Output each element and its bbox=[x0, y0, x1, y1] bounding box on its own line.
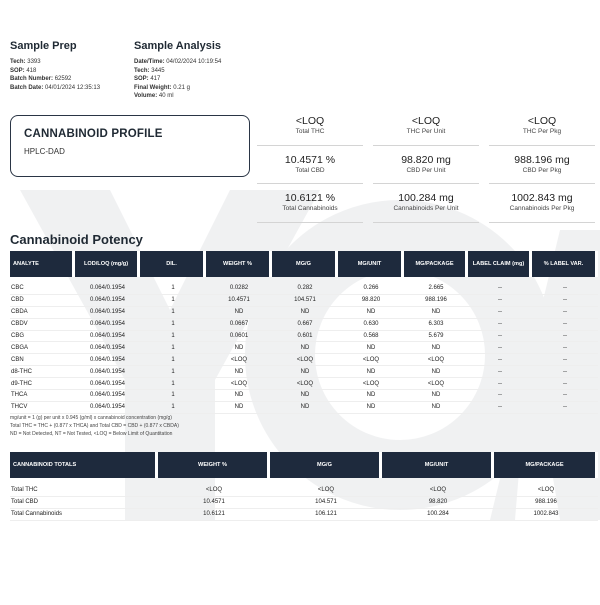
profile-method: HPLC-DAD bbox=[24, 147, 65, 156]
table-cell: CBD bbox=[10, 295, 75, 307]
prep-field: Tech: 3393 bbox=[10, 59, 41, 65]
table-cell: ND bbox=[272, 390, 338, 402]
table-cell: 1 bbox=[140, 354, 206, 366]
table-row bbox=[10, 390, 598, 402]
table-cell: <LOQ bbox=[338, 354, 404, 366]
analysis-field: Tech: 3445 bbox=[134, 67, 165, 74]
column-header: WEIGHT % bbox=[158, 452, 270, 478]
table-cell: -- bbox=[532, 342, 598, 354]
divider bbox=[373, 222, 479, 223]
table-row bbox=[10, 295, 598, 307]
table-cell: 6.303 bbox=[404, 319, 468, 331]
table-cell: 0.282 bbox=[272, 283, 338, 295]
table-row bbox=[10, 485, 598, 497]
table-cell: ND bbox=[404, 307, 468, 319]
table-cell: <LOQ bbox=[404, 354, 468, 366]
table-cell: -- bbox=[532, 331, 598, 343]
table-cell: ND bbox=[272, 307, 338, 319]
table-cell: 0.064/0.1954 bbox=[75, 402, 140, 414]
table-cell: THCV bbox=[10, 402, 75, 414]
note-line: Total THC = THC + (0.877 x THCA) and Total CBD = CBD + (0.877 x CBDA) bbox=[10, 423, 179, 429]
table-cell: ND bbox=[404, 390, 468, 402]
table-cell: 0.064/0.1954 bbox=[75, 331, 140, 343]
table-cell: THCA bbox=[10, 390, 75, 402]
note-line: ND = Not Detected, NT = Not Tested, <LOQ = Below Limit of Quantitation bbox=[10, 431, 173, 437]
table-cell: ND bbox=[206, 402, 272, 414]
summary-total-cbd: 10.4571 % Total CBD bbox=[284, 154, 336, 174]
table-notes bbox=[10, 414, 179, 438]
table-cell: -- bbox=[468, 283, 532, 295]
table-row bbox=[10, 342, 598, 354]
table-cell: 100.284 bbox=[382, 509, 494, 521]
table-cell: <LOQ bbox=[270, 485, 382, 497]
table-cell: -- bbox=[532, 283, 598, 295]
table-cell: -- bbox=[468, 378, 532, 390]
potency-title: Cannabinoid Potency bbox=[10, 232, 143, 247]
note-line: mg/unit = 1 (g) per unit x 0.945 (g/ml) x cannabinoid concentration (mg/g) bbox=[10, 415, 172, 421]
divider bbox=[257, 222, 363, 223]
table-cell: -- bbox=[532, 366, 598, 378]
table-cell: 2.665 bbox=[404, 283, 468, 295]
table-cell: CBDV bbox=[10, 319, 75, 331]
table-cell: 1 bbox=[140, 342, 206, 354]
table-cell: 0.064/0.1954 bbox=[75, 366, 140, 378]
summary-cannabinoids-per-unit: 100.284 mg Cannabinoids Per Unit bbox=[393, 192, 459, 212]
table-cell: -- bbox=[532, 402, 598, 414]
table-cell: ND bbox=[206, 307, 272, 319]
column-header: LABEL CLAIM (mg) bbox=[468, 251, 532, 277]
table-cell: CBG bbox=[10, 331, 75, 343]
divider bbox=[489, 222, 595, 223]
table-cell: -- bbox=[532, 378, 598, 390]
table-cell: 0.064/0.1954 bbox=[75, 283, 140, 295]
summary-cannabinoids-per-pkg: 1002.843 mg Cannabinoids Per Pkg bbox=[509, 192, 575, 212]
column-header: DIL. bbox=[140, 251, 206, 277]
table-cell: ND bbox=[206, 342, 272, 354]
table-cell: 10.4571 bbox=[158, 497, 270, 509]
summary-thc-per-pkg: <LOQ THC Per Pkg bbox=[522, 115, 562, 135]
summary-cbd-per-unit: 98.820 mg CBD Per Unit bbox=[401, 154, 451, 174]
table-cell: -- bbox=[468, 295, 532, 307]
table-cell: <LOQ bbox=[404, 378, 468, 390]
table-cell: CBN bbox=[10, 354, 75, 366]
table-cell: 0.0667 bbox=[206, 319, 272, 331]
table-row bbox=[10, 497, 598, 509]
table-cell: <LOQ bbox=[206, 354, 272, 366]
table-cell: -- bbox=[468, 366, 532, 378]
table-cell: 98.820 bbox=[338, 295, 404, 307]
table-cell: 1 bbox=[140, 378, 206, 390]
potency-header-row bbox=[10, 251, 598, 277]
table-cell: Total Cannabinoids bbox=[10, 509, 158, 521]
prep-field: Batch Number: 62592 bbox=[10, 76, 72, 82]
table-cell: 0.064/0.1954 bbox=[75, 295, 140, 307]
table-cell: ND bbox=[338, 342, 404, 354]
prep-field: SOP: 418 bbox=[10, 67, 37, 74]
column-header: % LABEL VAR. bbox=[532, 251, 598, 277]
table-cell: <LOQ bbox=[272, 354, 338, 366]
sample-analysis-title: Sample Analysis bbox=[134, 40, 222, 52]
table-cell: 5.679 bbox=[404, 331, 468, 343]
table-cell: -- bbox=[468, 390, 532, 402]
table-cell: <LOQ bbox=[382, 485, 494, 497]
table-cell: -- bbox=[468, 402, 532, 414]
table-cell: -- bbox=[468, 319, 532, 331]
table-cell: Total CBD bbox=[10, 497, 158, 509]
table-cell: 0.630 bbox=[338, 319, 404, 331]
table-cell: 0.601 bbox=[272, 331, 338, 343]
column-header: MG/PACKAGE bbox=[404, 251, 468, 277]
prep-field: Batch Date: 04/01/2024 12:35:13 bbox=[10, 84, 101, 91]
table-cell: 106.121 bbox=[270, 509, 382, 521]
divider bbox=[373, 183, 479, 184]
column-header: LOD/LOQ (mg/g) bbox=[75, 251, 140, 277]
table-cell: ND bbox=[206, 366, 272, 378]
column-header: ANALYTE bbox=[10, 251, 75, 277]
totals-table bbox=[10, 452, 598, 521]
table-cell: ND bbox=[404, 402, 468, 414]
table-cell: -- bbox=[532, 390, 598, 402]
table-cell: ND bbox=[338, 366, 404, 378]
potency-table bbox=[10, 251, 598, 414]
table-cell: CBDA bbox=[10, 307, 75, 319]
table-cell: -- bbox=[468, 331, 532, 343]
table-cell: -- bbox=[532, 295, 598, 307]
table-cell: 988.196 bbox=[404, 295, 468, 307]
table-cell: 1002.843 bbox=[494, 509, 598, 521]
divider bbox=[489, 145, 595, 146]
table-cell: ND bbox=[272, 366, 338, 378]
analysis-field: Final Weight: 0.21 g bbox=[134, 84, 190, 91]
table-cell: ND bbox=[404, 342, 468, 354]
sample-prep-section bbox=[10, 40, 130, 92]
table-row bbox=[10, 366, 598, 378]
cannabinoid-profile-box bbox=[10, 115, 250, 177]
column-header: MG/G bbox=[270, 452, 382, 478]
table-cell: ND bbox=[206, 390, 272, 402]
table-cell: 0.667 bbox=[272, 319, 338, 331]
table-cell: 0.064/0.1954 bbox=[75, 354, 140, 366]
divider bbox=[257, 183, 363, 184]
summary-total-thc: <LOQ Total THC bbox=[295, 115, 325, 135]
table-cell: 1 bbox=[140, 319, 206, 331]
column-header: MG/G bbox=[272, 251, 338, 277]
column-header: WEIGHT % bbox=[206, 251, 272, 277]
table-cell: -- bbox=[532, 307, 598, 319]
table-cell: <LOQ bbox=[494, 485, 598, 497]
table-row bbox=[10, 283, 598, 295]
table-cell: -- bbox=[532, 319, 598, 331]
table-cell: -- bbox=[532, 354, 598, 366]
table-cell: 0.064/0.1954 bbox=[75, 378, 140, 390]
table-cell: CBGA bbox=[10, 342, 75, 354]
table-row bbox=[10, 319, 598, 331]
table-cell: 10.6121 bbox=[158, 509, 270, 521]
table-cell: 1 bbox=[140, 307, 206, 319]
table-cell: ND bbox=[338, 390, 404, 402]
table-cell: -- bbox=[468, 354, 532, 366]
table-cell: 1 bbox=[140, 366, 206, 378]
table-cell: Total THC bbox=[10, 485, 158, 497]
table-cell: 10.4571 bbox=[206, 295, 272, 307]
column-header: MG/UNIT bbox=[382, 452, 494, 478]
table-cell: 0.064/0.1954 bbox=[75, 390, 140, 402]
table-cell: ND bbox=[272, 402, 338, 414]
analysis-field: Volume: 40 ml bbox=[134, 93, 174, 99]
summary-thc-per-unit: <LOQ THC Per Unit bbox=[406, 115, 446, 135]
table-row bbox=[10, 331, 598, 343]
divider bbox=[257, 145, 363, 146]
table-cell: <LOQ bbox=[158, 485, 270, 497]
divider bbox=[489, 183, 595, 184]
table-cell: 0.266 bbox=[338, 283, 404, 295]
table-cell: <LOQ bbox=[206, 378, 272, 390]
table-cell: 0.0601 bbox=[206, 331, 272, 343]
table-cell: 1 bbox=[140, 331, 206, 343]
table-cell: ND bbox=[272, 342, 338, 354]
table-cell: d8-THC bbox=[10, 366, 75, 378]
totals-header-row bbox=[10, 452, 598, 478]
table-cell: 0.064/0.1954 bbox=[75, 342, 140, 354]
table-row bbox=[10, 307, 598, 319]
table-cell: -- bbox=[468, 307, 532, 319]
table-cell: ND bbox=[338, 402, 404, 414]
column-header: MG/UNIT bbox=[338, 251, 404, 277]
table-cell: <LOQ bbox=[338, 378, 404, 390]
table-cell: 988.196 bbox=[494, 497, 598, 509]
table-cell: <LOQ bbox=[272, 378, 338, 390]
table-cell: d9-THC bbox=[10, 378, 75, 390]
summary-cbd-per-pkg: 988.196 mg CBD Per Pkg bbox=[514, 154, 570, 174]
divider bbox=[373, 145, 479, 146]
table-row bbox=[10, 402, 598, 414]
sample-prep-title: Sample Prep bbox=[10, 40, 77, 52]
table-cell: ND bbox=[404, 366, 468, 378]
column-header: CANNABINOID TOTALS bbox=[10, 452, 158, 478]
table-cell: -- bbox=[468, 342, 532, 354]
table-cell: 0.064/0.1954 bbox=[75, 307, 140, 319]
table-cell: 104.571 bbox=[272, 295, 338, 307]
profile-title: CANNABINOID PROFILE bbox=[24, 128, 163, 140]
table-cell: ND bbox=[338, 307, 404, 319]
table-cell: 1 bbox=[140, 390, 206, 402]
table-cell: 1 bbox=[140, 283, 206, 295]
table-row bbox=[10, 378, 598, 390]
table-cell: 0.568 bbox=[338, 331, 404, 343]
table-cell: CBC bbox=[10, 283, 75, 295]
table-row bbox=[10, 354, 598, 366]
summary-total-cannabinoids: 10.6121 % Total Cannabinoids bbox=[282, 192, 338, 212]
table-cell: 0.064/0.1954 bbox=[75, 319, 140, 331]
table-cell: 1 bbox=[140, 295, 206, 307]
table-cell: 104.571 bbox=[270, 497, 382, 509]
table-cell: 0.0282 bbox=[206, 283, 272, 295]
table-cell: 98.820 bbox=[382, 497, 494, 509]
column-header: MG/PACKAGE bbox=[494, 452, 598, 478]
sample-analysis-section bbox=[134, 40, 274, 101]
table-cell: 1 bbox=[140, 402, 206, 414]
analysis-field: Date/Time: 04/02/2024 10:19:54 bbox=[134, 59, 222, 65]
analysis-field: SOP: 417 bbox=[134, 76, 161, 82]
table-row bbox=[10, 509, 598, 521]
